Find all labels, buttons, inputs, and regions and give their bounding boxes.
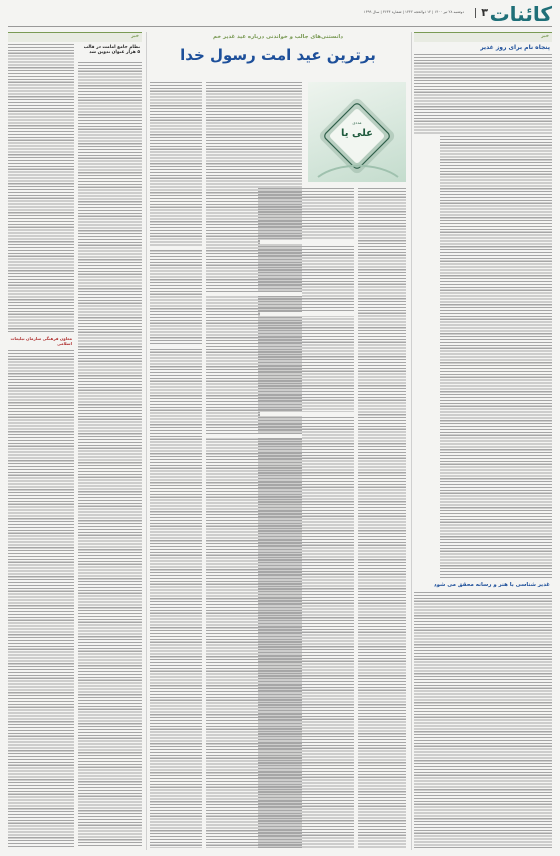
subhead-1: [260, 240, 356, 244]
left-col-a: [78, 62, 142, 848]
left-col-c: [8, 350, 74, 848]
right-bottom-body: [414, 592, 552, 848]
left-section-tag: خبر: [131, 34, 139, 39]
header-divider-icon: [475, 8, 476, 18]
image-calligraphy: علی یا: [340, 128, 374, 139]
right-tag-bar: [414, 32, 552, 42]
page-header: [0, 0, 560, 26]
right-bottom-title: غدیر شناسی با هنر و رسانه محقق می شود: [433, 582, 550, 588]
subhead-2: [260, 312, 356, 316]
image-calligraphy-small: مددی: [352, 120, 362, 125]
left-column: [8, 32, 142, 852]
page-number: ۳: [481, 6, 488, 19]
col-rule-1: [411, 32, 412, 850]
subhead-5: [206, 434, 302, 438]
main-title: برترین عید امت رسول خدا: [180, 46, 376, 64]
right-article-title: پنجاه نام برای روز غدیر: [480, 44, 550, 51]
right-article-intro: [414, 54, 552, 134]
main-subheads: [150, 82, 406, 848]
subhead-3: [260, 412, 356, 416]
left-tag-bar: [8, 32, 142, 42]
masthead-logo: کائنات: [489, 2, 552, 26]
left-col-b: [8, 44, 74, 334]
right-article-list: [440, 136, 552, 578]
main-kicker: دانستنی‌های جالب و خواندنی درباره عید غدیر خم: [212, 34, 344, 40]
left-article-title: نظام جامع امامت در قالب ۵ هزار عنوان تدوین شد: [83, 45, 140, 56]
subhead-7: [150, 344, 202, 348]
subhead-6: [150, 246, 202, 250]
right-section-tag: خبر: [541, 34, 549, 39]
left-mid-title: معاون فرهنگی سازمان تبلیغات اسلامی: [10, 336, 72, 346]
header-rule: [8, 26, 552, 27]
col-rule-2: [146, 32, 147, 850]
dateline: دوشنبه ۲۸ تیر ۱۴۰۰ | ۱۴ ذوالحجه ۱۴۴۲ | شماره ۳۶۴۴ | سال ۱۳۹۹: [363, 10, 464, 14]
right-column: [414, 32, 552, 852]
subhead-4: [206, 292, 302, 296]
